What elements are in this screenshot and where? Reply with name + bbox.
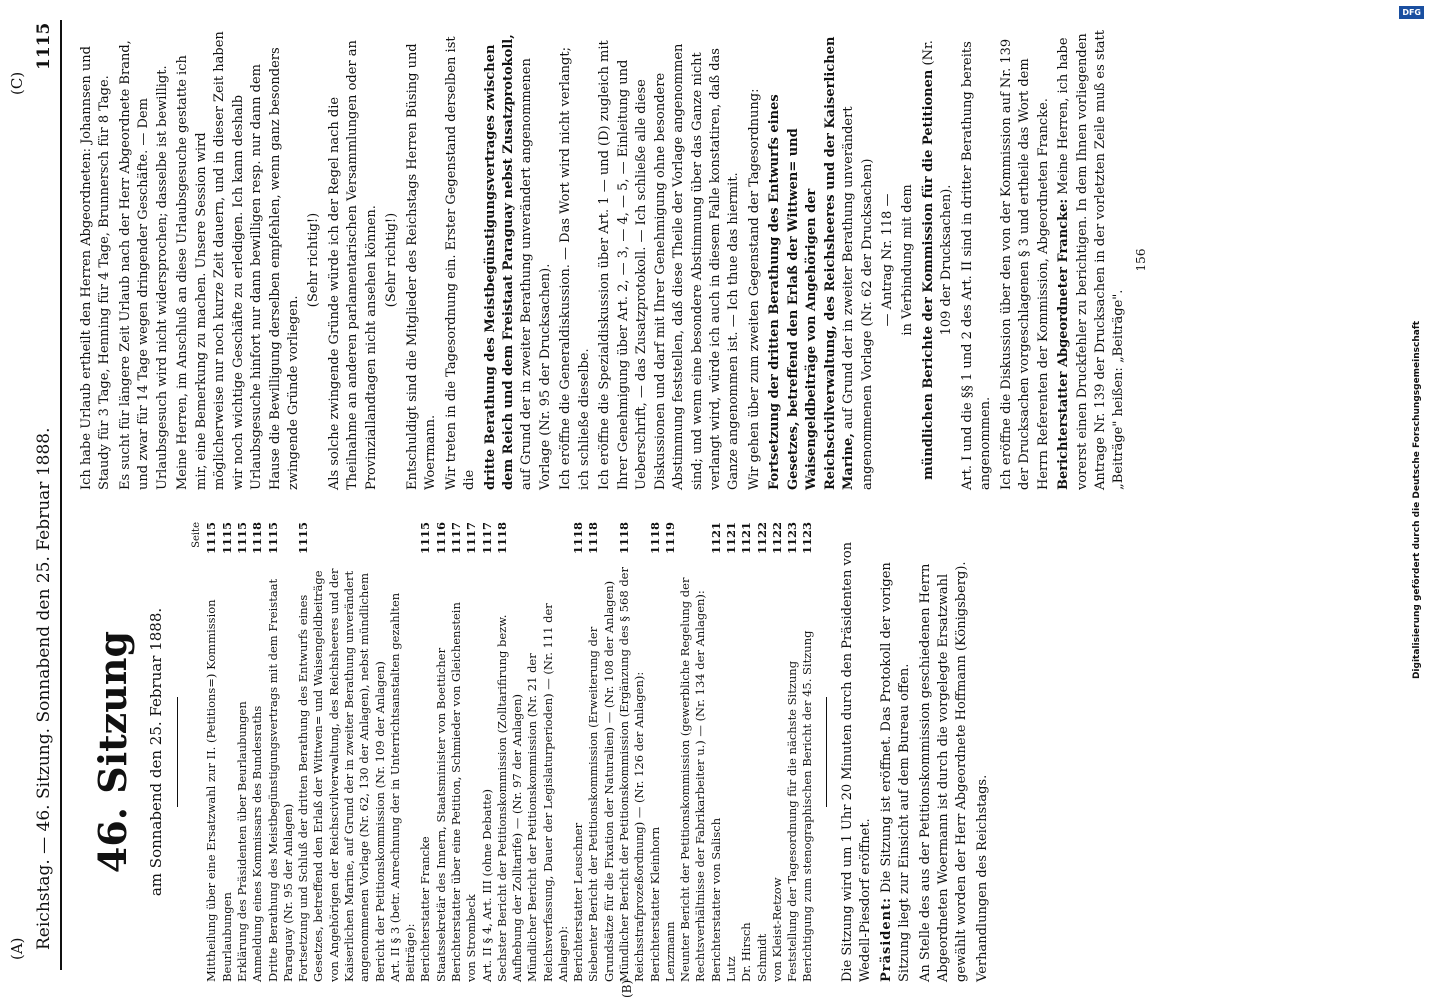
- agenda-item-detail: auf Grund der in zweiter Berathung unverändert angenommenen Vorlage (Nr. 62 der Drucksachen): [841, 106, 875, 490]
- toc-entry-text: Staatssekretär des Innern, Staatsminister von Boetticher: [433, 647, 448, 982]
- margin-marker-b: (B): [620, 979, 634, 998]
- paragraph-brand: Es sucht für längere Zeit Urlaub nach der Herr Abgeordnete Brand, und zwar für 14 Tage wegen dringender Geschäfte. — Dem Urlaubsgesuch wird nicht widersprochen; dasselbe ist bewilligt.: [117, 40, 170, 490]
- paragraph-general-discussion: Ich eröffne die Generaldiskussion. — Das Wort wird nicht verlangt; ich schließe dieselbe.: [558, 47, 592, 490]
- toc-entry-text: Berichterstatter Francke: [418, 836, 433, 982]
- toc-entry-text: Feststellung der Tagesordnung für die nächste Sitzung: [785, 660, 800, 982]
- paragraph-floor: Ich eröffne die Diskussion über den von der Kommission auf Nr. 139 der Drucksachen vorgeschlagenen § 3 und ertheile das Wort dem Herrn Referenten der Kommission, Abgeordneten Francke.: [998, 38, 1051, 490]
- toc-entry: [678, 522, 709, 982]
- toc-entry: [464, 522, 479, 982]
- toc-entry-page: 1117: [448, 522, 463, 555]
- toc-entry-text: Art. II § 3 (betr. Anrechnung der in Unterrichtsanstalten gezahlten Beiträge):: [387, 592, 418, 982]
- paragraph-special-discussion: Ich eröffne die Spezialdiskussion über Art. 1 — und (D) zugleich mit Ihrer Genehmigung über Art. 2, — 3, — 4, — 5, — Einleitung und Ueberschrift, — das Zusatzprotokoll. — Ich schließe alle diese Diskussionen und darf mit Ihrer Genehmigung ohne besondere Abstimmung feststellen, daß diese Theile der Vorlage angenommen sind; und wenn eine besondere Abstimmung über das Ganze nicht verlangt wird, würde ich auch in diesem Falle konstatiren, daß das Ganze angenommen ist. — Ich thue das hiermit.: [597, 40, 742, 490]
- toc-entry: [266, 522, 297, 982]
- toc-entry-page: [678, 522, 709, 558]
- toc-entry: [663, 522, 678, 982]
- motion-number: — Antrag Nr. 118 —: [880, 193, 896, 327]
- paragraph-leave: Ich habe Urlaub ertheilt den Herren Abgeordneten: Johannsen und Staudy für 3 Tage, Henning für 4 Tage, Brunnersch für 8 Tage.: [79, 46, 113, 490]
- agenda-item-title: Fortsetzung der dritten Berathung des Entwurfs eines Gesetzes, betreffend den Erlaß der Wittwen= und Waisengeldbeiträge von Angehörigen der Reichscivilverwaltung, des Reichsheeres und der Kaiserlichen Marine,: [767, 36, 857, 490]
- toc-entry: [296, 522, 388, 982]
- toc-entry: [709, 522, 724, 982]
- sheet-number: 156: [1133, 248, 1148, 272]
- toc-entry-text: Lenzmann: [662, 921, 677, 982]
- toc-entry: [755, 522, 770, 982]
- header-rule: [60, 20, 62, 970]
- toc-entry: [770, 522, 785, 982]
- toc-entry-text: Mündlicher Bericht der Petitionskommission (Nr. 21 der Reichsverfassung, Dauer der Legislaturperioden) — (Nr. 111 der Anlagen):: [525, 603, 570, 982]
- digitization-sidebar: [1408, 0, 1426, 1000]
- toc-entry-page: 1119: [662, 522, 677, 555]
- funding-note: Digitalisierung gefördert durch die Deutsche Forschungsgemeinschaft: [1412, 320, 1422, 680]
- paragraph-adopted: Art. I und die §§ 1 und 2 des Art. II sind in dritter Berathung bereits angenommen.: [959, 41, 994, 490]
- toc-entry-text: Mündlicher Bericht der Petitionskommission (Ergänzung des § 568 der Reichsstrafprozeßordnung) — (Nr. 126 der Anlagen):: [617, 567, 647, 982]
- toc-entry-page: 1115: [296, 522, 311, 555]
- toc-entry: [525, 522, 571, 982]
- paragraph-law: [766, 30, 877, 490]
- paragraph-francke: [1055, 30, 1129, 490]
- paragraph-committee: [920, 30, 957, 490]
- toc-entry-text: Neunter Bericht der Petitionskommission (gewerbliche Regelung der Rechtsverhältnisse der Fabrikarbeiter u.) — (Nr. 134 der Anlagen):: [678, 577, 708, 982]
- toc-entry-text: Siebenter Bericht der Petitionskommission (Erweiterung der Grundsätze für die Fixation der Naturalien) — (Nr. 108 der Anlagen): [586, 580, 616, 982]
- president-text: Die Sitzung ist eröffnet. Das Protokoll der vorigen Sitzung liegt zur Einsicht auf dem Bureau offen.: [878, 562, 913, 982]
- toc-entry-page: 1115: [265, 522, 280, 555]
- paragraph-paraguay: [482, 30, 556, 490]
- toc-entry-text: Art. II § 4, Art. III (ohne Debatte): [479, 789, 494, 982]
- toc-entry-page: 1118: [617, 522, 632, 555]
- paragraph-next-item: Wir gehen über zum zweiten Gegenstand der Tagesordnung:: [746, 88, 762, 490]
- toc-entry-page: 1115: [219, 522, 234, 555]
- session-subtitle: am Sonnabend den 25. Februar 1888.: [146, 607, 165, 897]
- session-title: 46. Sitzung: [90, 630, 135, 874]
- opening-text: Die Sitzung wird um 1 Uhr 20 Minuten durch den Präsidenten von Wedell-Piesdorf eröffnet.: [839, 541, 874, 982]
- toc-entry: [617, 522, 648, 982]
- committee-report-title: mündlichen Berichte der Kommission für die Petitionen: [920, 69, 936, 480]
- title-rule: [177, 697, 178, 807]
- toc-entry: [449, 522, 464, 982]
- toc-entry-page: 1117: [479, 522, 494, 555]
- toc-entry: [388, 522, 419, 982]
- toc-entry-text: Berichterstatter über eine Petition, Schmieder von Gleichenstein: [448, 602, 463, 982]
- toc-entry: [235, 522, 250, 982]
- toc-entry-text: Schmidt: [754, 933, 769, 982]
- toc-end-rule: [826, 697, 827, 807]
- toc-entry-text: Berichterstatter Kleinhorn: [647, 826, 662, 982]
- toc-entry-text: Fortsetzung und Schluß der dritten Berathung des Entwurfs eines Gesetzes, betreffend den Erlaß der Wittwen= und Waisengeldbeiträge von Angehörigen der Reichscivilverwaltung, des Reichsheeres und der Kaiserlichen Marine, auf Grund der in zweiter Berathung unverändert angenommenen Vorlage (Nr. 62, 130 der Anlagen), nebst mündlichem Bericht der Petitionskommission (Nr. 109 der Anlagen): [296, 568, 387, 982]
- toc-entry: [480, 522, 495, 982]
- paragraph-excused: Entschuldigt sind die Mitglieder des Reichstags Herren Büsing und Woermann.: [404, 43, 439, 490]
- toc-entry-text: Dr. Hirsch: [739, 922, 754, 982]
- toc-entry-page: 1121: [739, 522, 754, 555]
- toc-entry: [739, 522, 754, 982]
- running-title: Reichstag. — 46. Sitzung. Sonnabend den 25. Februar 1888.: [34, 427, 54, 950]
- toc-entry-page: [525, 522, 571, 558]
- toc-entry: [204, 522, 219, 982]
- connection-text: in Verbindung mit dem: [900, 184, 916, 336]
- toc-entry-text: von Strombeck: [464, 894, 479, 982]
- toc-entry: [571, 522, 586, 982]
- toc-entry-text: Anmeldung eines Kommissars des Bundesraths: [250, 705, 265, 982]
- page-number: 1115: [34, 22, 54, 70]
- toc-entry-page: 1117: [464, 522, 479, 555]
- toc-entry-text: Mittheilung über eine Ersatzwahl zur II. (Petitions=) Kommission: [204, 599, 219, 982]
- applause-note: (Sehr richtig!): [384, 212, 400, 308]
- toc-entry-page: 1118: [647, 522, 662, 555]
- paragraph-remark: Meine Herren, im Anschluß an diese Urlaubsgesuche gestatte ich mir, eine Bemerkung zu machen. Unsere Session wird möglicherweise nur noch kurze Zeit dauern, und in dieser Zeit haben wir noch wichtige Geschäfte zu erledigen. Ich kann deshalb Urlaubsgesuche hinfort nur dann bewilligen resp. nur dann dem Hause die Bewilligung derselben empfehlen, wenn ganz besonders zwingende Gründe vorliegen.: [175, 31, 301, 490]
- petition-text: An Stelle des aus der Petitionskommission geschiedenen Herrn Abgeordneten Woermann ist durch die vorgelegte Ersatzwahl gewählt worden der Herr Abgeordnete Hoffmann (Königsberg).: [917, 561, 970, 982]
- applause-note: (Sehr richtig!): [306, 212, 322, 308]
- president-label: Präsident:: [878, 897, 894, 982]
- right-column: [78, 30, 1150, 490]
- toc-entry: [495, 522, 526, 982]
- toc-entry-page: 1123: [800, 522, 815, 555]
- toc-entry-text: Berichterstatter von Salisch: [708, 817, 723, 982]
- toc-page-header: Seite: [191, 522, 203, 548]
- toc-entry-page: [388, 522, 419, 558]
- toc-entry-page: 1122: [754, 522, 769, 555]
- president-statement: [878, 522, 915, 982]
- toc-entry-text: Erklärung des Präsidenten über Beurlaubungen: [235, 701, 249, 982]
- dfg-logo-badge: DFG: [1399, 6, 1424, 19]
- speaker-label: Berichterstatter Abgeordneter Francke:: [1056, 198, 1072, 490]
- toc-entry-text: Sechster Bericht der Petitionskommission (Zolltarifirung bezw. Aufhebung der Zolltarife) — (Nr. 97 der Anlagen): [494, 614, 525, 982]
- toc-entry-text: Dritte Berathung des Meistbegünstigungsvertrags mit dem Freistaat Paraguay (Nr. 95 der Anlagen): [265, 578, 295, 982]
- toc-entry: [220, 522, 235, 982]
- agenda-item-title: dritte Berathung des Meistbegünstigungsvertrages zwischen dem Reich und dem Freistaat Paraguay nebst Zusatzprotokoll,: [482, 34, 516, 490]
- paragraph-agenda: Wir treten in die Tagesordnung ein. Erster Gegenstand derselben ist die: [443, 36, 478, 490]
- toc-entry: [648, 522, 663, 982]
- toc-entry-page: 1115: [235, 522, 249, 555]
- toc-entry-page: 1121: [724, 522, 738, 555]
- toc-entry-page: 1115: [204, 522, 219, 555]
- toc-entry-page: 1121: [708, 522, 723, 555]
- toc-entry-page: 1116: [433, 522, 448, 555]
- toc-entry: [800, 522, 815, 982]
- toc-entry: [724, 522, 739, 982]
- toc-entry: [586, 522, 617, 982]
- toc-entry-page: 1118: [494, 522, 509, 555]
- toc-entry: [418, 522, 433, 982]
- toc-entry-text: Lutz: [724, 956, 738, 982]
- toc-entry-page: 1118: [250, 522, 265, 555]
- toc-entry-page: 1118: [586, 522, 601, 555]
- table-of-contents: [204, 522, 815, 982]
- toc-entry-text: Beurlaubungen: [219, 892, 234, 982]
- left-column: [78, 522, 994, 982]
- agenda-item-detail: auf Grund der in zweiter Berathung unverändert angenommenen Vorlage (Nr. 95 der Drucksachen).: [519, 58, 553, 490]
- closing-line: Verhandlungen des Reichstags.: [974, 774, 990, 982]
- toc-entry: [434, 522, 449, 982]
- toc-entry: [250, 522, 265, 982]
- toc-entry-text: Berichterstatter Leuschner: [571, 822, 586, 982]
- speaker-text: Meine Herren, ich habe vorerst einen Druckfehler zu berichtigen. In dem Ihnen vorliegenden Antrage Nr. 139 der Drucksachen in der vorletzten Zeile muß es statt „Beiträge" heißen: „Beiträge".: [1056, 29, 1127, 490]
- toc-entry-text: von Kleist-Retzow: [769, 877, 784, 982]
- toc-entry-page: 1122: [769, 522, 784, 555]
- toc-entry-text: Berichtigung zum stenographischen Bericht der 45. Sitzung: [800, 630, 815, 982]
- toc-entry-page: 1123: [785, 522, 800, 555]
- paragraph-reasons: Als solche zwingende Gründe würde ich der Regel nach die Theilnahme an anderen parlamentarischen Versammlungen oder an Provinziallandtagen nicht ansehen können.: [326, 40, 379, 490]
- toc-entry-page: 1118: [571, 522, 586, 555]
- committee-report-ref: (Nr. 109 der Drucksachen).: [920, 40, 955, 336]
- toc-entry: [785, 522, 800, 982]
- margin-marker-a: (A): [8, 937, 26, 960]
- toc-entry-page: 1115: [418, 522, 433, 555]
- margin-marker-c: (C): [8, 71, 26, 95]
